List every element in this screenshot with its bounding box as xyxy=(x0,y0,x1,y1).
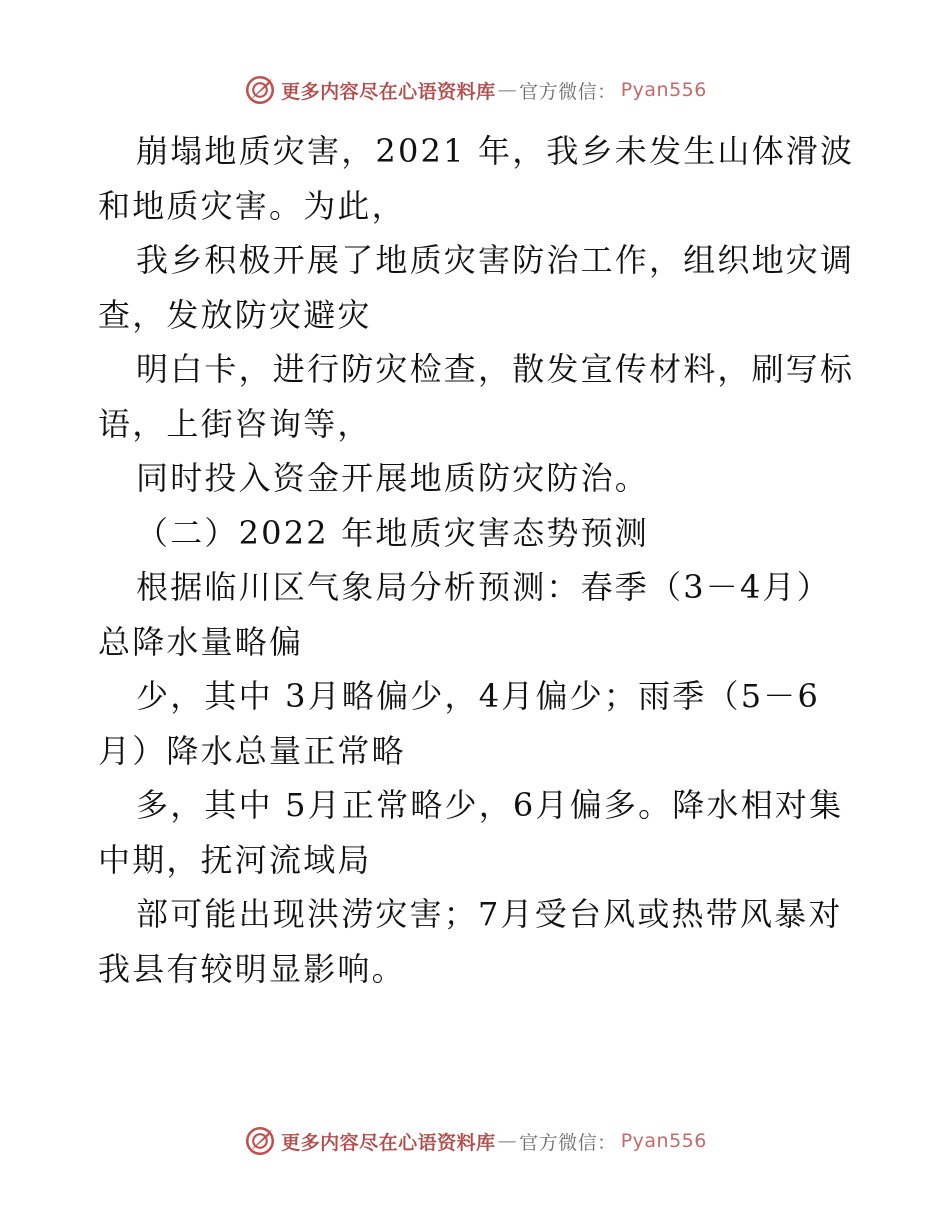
brand-logo-icon xyxy=(243,73,277,107)
text-line: 我乡积极开展了地质灾害防治工作，组织地灾调 xyxy=(136,241,855,279)
text-line: 中期，抚河流域局 xyxy=(98,840,372,879)
text-line: 崩塌地质灾害，2021 年，我乡未发生山体滑波 xyxy=(136,132,855,170)
watermark-dash: — xyxy=(497,79,518,101)
watermark-wechat-label: 官方微信： xyxy=(519,1131,617,1154)
text-line: 语，上街咨询等， xyxy=(98,404,372,443)
text-line: 月）降水总量正常略 xyxy=(98,731,406,770)
watermark-brand: 更多内容尽在心语资料库 xyxy=(281,80,496,103)
text-line: 总降水量略偏 xyxy=(98,622,304,661)
document-body xyxy=(98,124,858,996)
header-watermark xyxy=(0,70,950,110)
text-line: 同时投入资金开展地质防灾防治。 xyxy=(136,459,650,497)
text-line: 查，发放防灾避灾 xyxy=(98,295,372,334)
watermark-wechat-label: 官方微信： xyxy=(519,80,617,103)
section-heading: （二）2022 年地质灾害态势预测 xyxy=(136,513,650,552)
footer-watermark xyxy=(0,1121,950,1161)
watermark-wechat-id: Pyan556 xyxy=(620,79,707,101)
watermark-wechat-id: Pyan556 xyxy=(620,1130,707,1152)
text-line: 明白卡，进行防灾检查，散发宣传材料，刷写标 xyxy=(136,350,855,388)
brand-logo-icon xyxy=(243,1124,277,1158)
watermark-dash: — xyxy=(497,1130,518,1152)
text-line: 根据临川区气象局分析预测：春季（3－4月） xyxy=(136,568,831,606)
text-line: 我县有较明显影响。 xyxy=(98,949,406,988)
watermark-text xyxy=(281,77,707,104)
watermark-text xyxy=(281,1128,707,1155)
text-line: 少，其中 3月略偏少，4月偏少；雨季（5－6 xyxy=(136,677,821,715)
text-line: 部可能出现洪涝灾害；7月受台风或热带风暴对 xyxy=(136,895,843,933)
watermark-brand: 更多内容尽在心语资料库 xyxy=(281,1131,496,1154)
text-line: 和地质灾害。为此， xyxy=(98,186,406,225)
text-line: 多，其中 5月正常略少，6月偏多。降水相对集 xyxy=(136,786,844,824)
